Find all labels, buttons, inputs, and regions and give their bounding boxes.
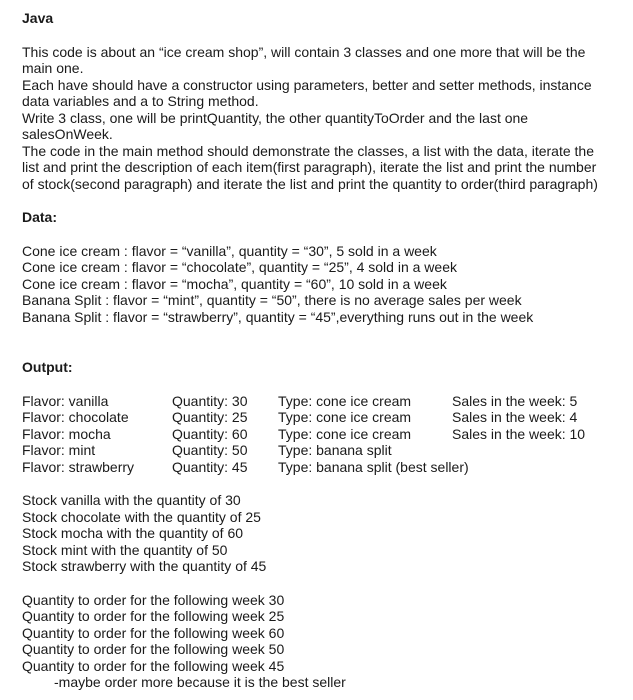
description-line: data variables and a to String method. <box>22 93 259 109</box>
stock-list <box>22 492 633 575</box>
data-line: Cone ice cream : flavor = “vanilla”, quantity = “30”, 5 sold in a week <box>22 242 437 259</box>
output-flavor: Flavor: mint <box>22 442 96 458</box>
output-row <box>22 442 633 459</box>
output-quantity: Quantity: 45 <box>172 458 248 475</box>
description-line: salesOnWeek. <box>22 126 113 142</box>
output-flavor: Flavor: vanilla <box>22 392 109 409</box>
output-heading: Output: <box>22 359 73 375</box>
output-sales: Sales in the week: 4 <box>452 409 578 425</box>
output-quantity: Quantity: 25 <box>172 409 248 425</box>
output-table <box>22 393 633 476</box>
output-row <box>22 409 633 426</box>
output-quantity: Quantity: 50 <box>172 442 248 458</box>
output-sales: Sales in the week: 5 <box>452 392 578 409</box>
description-line: list and print the description of each item(first paragraph), iterate the list and print the number <box>22 159 597 175</box>
order-line: Quantity to order for the following week 30 <box>22 591 285 608</box>
stock-line: Stock vanilla with the quantity of 30 <box>22 492 241 508</box>
output-type: Type: cone ice cream <box>278 392 412 409</box>
output-type: Type: cone ice cream <box>278 425 412 442</box>
stock-line: Stock chocolate with the quantity of 25 <box>22 508 261 525</box>
order-line: Quantity to order for the following week 25 <box>22 608 285 624</box>
order-list <box>22 592 633 691</box>
order-line: Quantity to order for the following week 50 <box>22 641 285 657</box>
document-title: Java <box>22 10 54 26</box>
output-flavor: Flavor: chocolate <box>22 409 129 425</box>
data-line: Banana Split : flavor = “strawberry”, quantity = “45”,everything runs out in the week <box>22 308 534 325</box>
data-heading: Data: <box>22 209 58 225</box>
stock-line: Stock strawberry with the quantity of 45 <box>22 558 267 574</box>
description-line: The code in the main method should demonstrate the classes, a list with the data, iterate the <box>22 142 594 159</box>
output-flavor: Flavor: mocha <box>22 425 111 442</box>
output-quantity: Quantity: 30 <box>172 392 248 409</box>
description-line: Write 3 class, one will be printQuantity, the other quantityToOrder and the last one <box>22 109 529 126</box>
output-type: Type: banana split (best seller) <box>278 458 469 475</box>
data-line: Cone ice cream : flavor = “mocha”, quantity = “60”, 10 sold in a week <box>22 275 447 292</box>
output-row <box>22 393 633 410</box>
data-line: Cone ice cream : flavor = “chocolate”, quantity = “25”, 4 sold in a week <box>22 259 457 275</box>
output-sales: Sales in the week: 10 <box>452 425 586 442</box>
description-line: of stock(second paragraph) and iterate the list and print the quantity to order(third paragraph) <box>22 175 598 192</box>
description-line: main one. <box>22 60 84 76</box>
description-line: Each have should have a constructor using parameters, better and setter methods, instance <box>22 76 592 93</box>
data-list <box>22 243 633 326</box>
output-type: Type: cone ice cream <box>278 409 412 425</box>
description-line: This code is about an “ice cream shop”, will contain 3 classes and one more that will be the <box>22 43 586 60</box>
stock-line: Stock mocha with the quantity of 60 <box>22 525 244 541</box>
description-paragraph <box>22 44 633 193</box>
output-row <box>22 459 633 476</box>
output-row <box>22 426 633 443</box>
output-quantity: Quantity: 60 <box>172 425 248 442</box>
output-type: Type: banana split <box>278 442 392 458</box>
stock-line: Stock mint with the quantity of 50 <box>22 541 228 558</box>
output-flavor: Flavor: strawberry <box>22 458 135 475</box>
order-note: -maybe order more because it is the best seller <box>54 674 346 690</box>
data-line: Banana Split : flavor = “mint”, quantity = “50”, there is no average sales per week <box>22 292 522 308</box>
order-line: Quantity to order for the following week 45 <box>22 657 285 674</box>
order-line: Quantity to order for the following week 60 <box>22 624 285 641</box>
